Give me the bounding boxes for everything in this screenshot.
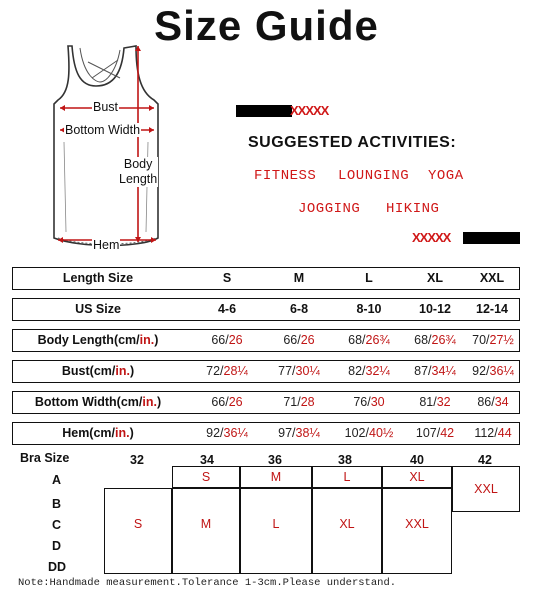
us-size-value: 6-8 (289, 302, 309, 316)
measurement-label (13, 423, 183, 443)
measurement-value (273, 392, 325, 412)
measurement-row (12, 360, 520, 383)
value-separator: / (225, 395, 229, 409)
cm-value: 97 (278, 426, 293, 440)
measurement-value (201, 392, 253, 412)
value-separator: / (297, 395, 301, 409)
activity-lounging: LOUNGING (338, 168, 410, 184)
cm-value: 87 (414, 364, 429, 378)
tank-top-illustration (40, 42, 180, 252)
measurement-value (409, 423, 461, 443)
measurement-label (13, 361, 183, 381)
activities-heading: SUGGESTED ACTIVITIES: (248, 134, 457, 151)
cm-value: 72 (206, 364, 221, 378)
value-separator: / (220, 426, 224, 440)
bra-a-size: S (201, 470, 211, 484)
size-xxl: XXL (479, 271, 505, 285)
value-separator: / (428, 333, 432, 347)
inch-value: 26¾ (431, 333, 456, 347)
measurement-value (409, 392, 461, 412)
bra-size: M (200, 517, 212, 531)
us-size-value: 8-10 (356, 302, 382, 316)
measurement-value (465, 392, 521, 412)
bra-band-36: 36 (268, 453, 282, 467)
cm-value: 82 (348, 364, 363, 378)
measurement-value (409, 330, 461, 350)
value-separator: / (297, 333, 301, 347)
measurement-value (409, 361, 461, 381)
bra-size-box (382, 488, 452, 574)
inch-value: 28 (300, 395, 315, 409)
us-size-value: 10-12 (419, 302, 451, 316)
inch-value: 38¼ (295, 426, 320, 440)
cm-value: 112 (474, 426, 495, 440)
measurement-value (343, 392, 395, 412)
bra-a-size: L (343, 470, 351, 484)
measurement-value (343, 330, 395, 350)
bra-size: XL (339, 517, 355, 531)
cm-value: 102 (344, 426, 366, 440)
bra-band-40: 40 (410, 453, 424, 467)
decor-marks-top: XXXXX (290, 103, 329, 118)
size-xl: XL (427, 271, 443, 285)
bottom-width-label: Bottom Width (65, 123, 141, 137)
inch-value: 26 (228, 333, 243, 347)
value-separator: / (491, 395, 495, 409)
bra-size-box (172, 488, 240, 574)
measurement-value (343, 423, 395, 443)
cm-value: 77 (278, 364, 293, 378)
bra-cup-c: C (52, 518, 62, 532)
measurement-value (273, 423, 325, 443)
measurement-label-end: ) (154, 333, 159, 347)
inch-value: 36¼ (489, 364, 514, 378)
measurement-value (273, 330, 325, 350)
us-size-value: 12-14 (476, 302, 508, 316)
value-separator: / (436, 426, 441, 440)
bra-size: XXL (405, 517, 429, 531)
value-separator: / (362, 364, 366, 378)
measurement-label-end: ) (129, 426, 134, 440)
decor-marks-bottom: XXXXX (412, 230, 451, 245)
value-separator: / (225, 333, 229, 347)
bra-42-box (452, 466, 520, 512)
measurement-value (465, 423, 521, 443)
measurement-value (201, 361, 253, 381)
measurement-row (12, 422, 520, 445)
value-separator: / (433, 395, 437, 409)
cm-value: 92 (206, 426, 221, 440)
page-title: Size Guide (154, 2, 379, 49)
value-separator: / (292, 364, 296, 378)
measurement-row (12, 391, 520, 414)
measurement-value (465, 361, 521, 381)
measurement-value (201, 423, 253, 443)
bra-a-box (240, 466, 312, 488)
inch-value: 28¼ (223, 364, 248, 378)
bra-a-box (172, 466, 240, 488)
bra-size: L (272, 517, 280, 531)
bra-band-34: 34 (200, 453, 214, 467)
size-l: L (365, 271, 373, 285)
bra-cup-a: A (52, 473, 62, 487)
measurement-unit-inch: in. (115, 364, 130, 378)
inch-value: 44 (497, 426, 512, 440)
size-header-row (12, 267, 520, 290)
inch-value: 26 (228, 395, 243, 409)
hem-label: Hem (93, 238, 120, 252)
activity-jogging: JOGGING (298, 201, 361, 217)
bust-label: Bust (93, 100, 119, 114)
us-size-row (12, 298, 520, 321)
cm-value: 66 (211, 333, 226, 347)
size-s: S (222, 271, 232, 285)
measurement-value (273, 361, 325, 381)
bra-cup-b: B (52, 497, 62, 511)
us-size-heading: US Size (75, 302, 121, 316)
measurement-unit-inch: in. (142, 395, 157, 409)
bra-42-size: XXL (474, 482, 498, 496)
inch-value: 30 (370, 395, 385, 409)
bra-size-box (240, 488, 312, 574)
size-m: M (293, 271, 305, 285)
measurement-label-end: ) (156, 395, 162, 409)
cm-value: 71 (283, 395, 298, 409)
inch-value: 34¼ (431, 364, 456, 378)
cm-value: 66 (211, 395, 226, 409)
inch-value: 32 (436, 395, 451, 409)
cm-value: 76 (353, 395, 368, 409)
footnote: Note:Handmade measurement.Tolerance 1-3cm.Please understand. (18, 577, 397, 589)
cm-value: 86 (477, 395, 492, 409)
activity-fitness: FITNESS (254, 168, 317, 184)
bra-a-box (382, 466, 452, 488)
bra-band-32: 32 (130, 453, 144, 467)
inch-value: 32¼ (365, 364, 390, 378)
activity-yoga: YOGA (428, 168, 464, 184)
measurement-value (343, 361, 395, 381)
bra-cup-d: D (52, 539, 62, 553)
measurement-value (201, 330, 253, 350)
cm-value: 81 (419, 395, 434, 409)
bra-a-size: XL (409, 470, 425, 484)
cm-value: 66 (283, 333, 298, 347)
bra-size: S (133, 517, 143, 531)
activity-hiking: HIKING (386, 201, 440, 217)
cm-value: 70 (472, 333, 487, 347)
body-length-label: Body Length (119, 157, 158, 186)
bra-a-size: M (270, 470, 282, 484)
bra-a-box (312, 466, 382, 488)
measurement-label-end: ) (129, 364, 135, 378)
bra-size-box (104, 488, 172, 574)
us-size-value: 4-6 (217, 302, 237, 316)
measurement-row (12, 329, 520, 352)
value-separator: / (220, 364, 224, 378)
measurement-label-text: Bottom Width(cm/ (34, 395, 143, 409)
value-separator: / (292, 426, 296, 440)
value-separator: / (428, 364, 432, 378)
measurement-label (13, 330, 183, 350)
cm-value: 68 (414, 333, 429, 347)
inch-value: 26¾ (365, 333, 390, 347)
decor-bar-top (236, 105, 292, 117)
measurement-label-text: Bust(cm/ (61, 364, 116, 378)
bra-cup-dd: DD (48, 560, 67, 574)
inch-value: 42 (440, 426, 455, 440)
cm-value: 92 (472, 364, 487, 378)
inch-value: 30¼ (295, 364, 320, 378)
inch-value: 26 (300, 333, 315, 347)
cm-value: 68 (348, 333, 363, 347)
length-size-heading: Length Size (62, 271, 134, 285)
measurement-label (13, 392, 183, 412)
measurement-value (465, 330, 521, 350)
cm-value: 107 (415, 426, 437, 440)
measurement-label-text: Body Length(cm/ (37, 333, 140, 347)
bra-band-38: 38 (338, 453, 352, 467)
bra-size-box (312, 488, 382, 574)
value-separator: / (367, 395, 371, 409)
measurement-label-text: Hem(cm/ (62, 426, 116, 440)
value-separator: / (362, 333, 366, 347)
measurement-unit-inch: in. (139, 333, 155, 347)
value-separator: / (365, 426, 369, 440)
inch-value: 34 (494, 395, 509, 409)
inch-value: 27½ (489, 333, 514, 347)
decor-bar-bottom (463, 232, 520, 244)
inch-value: 40½ (369, 426, 394, 440)
measurement-unit-inch: in. (115, 426, 130, 440)
value-separator: / (486, 333, 490, 347)
inch-value: 36¼ (223, 426, 248, 440)
value-separator: / (494, 426, 498, 440)
value-separator: / (486, 364, 490, 378)
bra-band-42: 42 (478, 453, 492, 467)
bra-size-heading: Bra Size (20, 451, 70, 465)
